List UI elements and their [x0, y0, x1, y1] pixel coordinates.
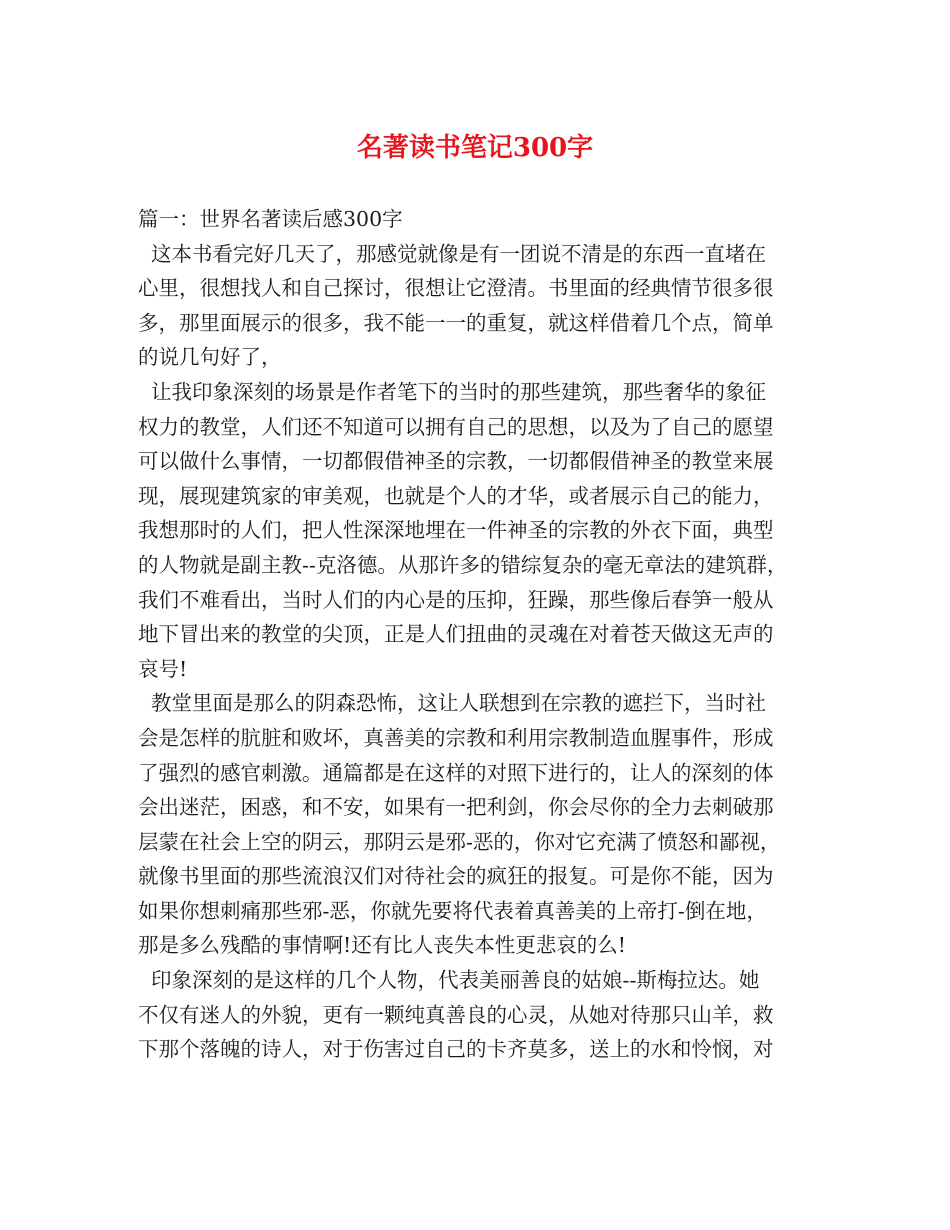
text-line: 的人物就是副主教--克洛德。从那许多的错综复杂的毫无章法的建筑群， [138, 552, 788, 577]
text-line: 教堂里面是那么的阴森恐怖，这让人联想到在宗教的遮拦下，当时社 [138, 691, 767, 716]
text-line: 让我印象深刻的场景是作者笔下的当时的那些建筑，那些奢华的象征 [138, 379, 767, 404]
text-line: 我想那时的人们，把人性深深地埋在一件神圣的宗教的外衣下面，典型 [138, 518, 774, 543]
text-line: 可以做什么事情，一切都假借神圣的宗教，一切都假借神圣的教堂来展 [138, 449, 774, 474]
text-line: 不仅有迷人的外貌，更有一颗纯真善良的心灵，从她对待那只山羊，救 [138, 1002, 774, 1027]
text-line: 哀号! [138, 656, 188, 681]
text-line: 层蒙在社会上空的阴云，那阴云是邪-恶的，你对它充满了愤怒和鄙视， [138, 829, 781, 854]
text-line: 下那个落魄的诗人，对于伤害过自己的卡齐莫多，送上的水和怜悯，对 [138, 1037, 774, 1062]
text-line: 我们不难看出，当时人们的内心是的压抑，狂躁，那些像后春笋一般从 [138, 587, 774, 612]
text-line: 如果你想刺痛那些邪-恶，你就先要将代表着真善美的上帝打-倒在地， [138, 898, 767, 923]
document-title: 名著读书笔记300字 [356, 133, 594, 163]
text-line: 了强烈的感官刺激。通篇都是在这样的对照下进行的，让人的深刻的体 [138, 760, 774, 785]
text-line: 的说几句好了， [138, 345, 282, 370]
text-line: 多，那里面展示的很多，我不能一一的重复，就这样借着几个点，简单 [138, 310, 774, 335]
text-line: 这本书看完好几天了，那感觉就像是有一团说不清是的东西一直堵在 [138, 241, 767, 266]
text-line: 印象深刻的是这样的几个人物，代表美丽善良的姑娘--斯梅拉达。她 [138, 968, 760, 993]
text-line: 就像书里面的那些流浪汉们对待社会的疯狂的报复。可是你不能，因为 [138, 864, 774, 889]
text-line: 地下冒出来的教堂的尖顶，正是人们扭曲的灵魂在对着苍天做这无声的 [138, 622, 774, 647]
text-line: 那是多么残酷的事情啊!还有比人丧失本性更悲哀的么! [138, 933, 626, 958]
text-line: 现，展现建筑家的审美观，也就是个人的才华，或者展示自己的能力， [138, 483, 774, 508]
text-line: 心里，很想找人和自己探讨，很想让它澄清。书里面的经典情节很多很 [138, 276, 774, 301]
text-line: 权力的教堂，人们还不知道可以拥有自己的思想，以及为了自己的愿望 [138, 414, 774, 439]
document-body [138, 202, 828, 1067]
text-line: 会出迷茫，困惑，和不安，如果有一把利剑，你会尽你的全力去刺破那 [138, 795, 774, 820]
text-line: 会是怎样的肮脏和败坏，真善美的宗教和利用宗教制造血腥事件，形成 [138, 725, 774, 750]
text-line: 篇一：世界名著读后感300字 [138, 207, 403, 231]
